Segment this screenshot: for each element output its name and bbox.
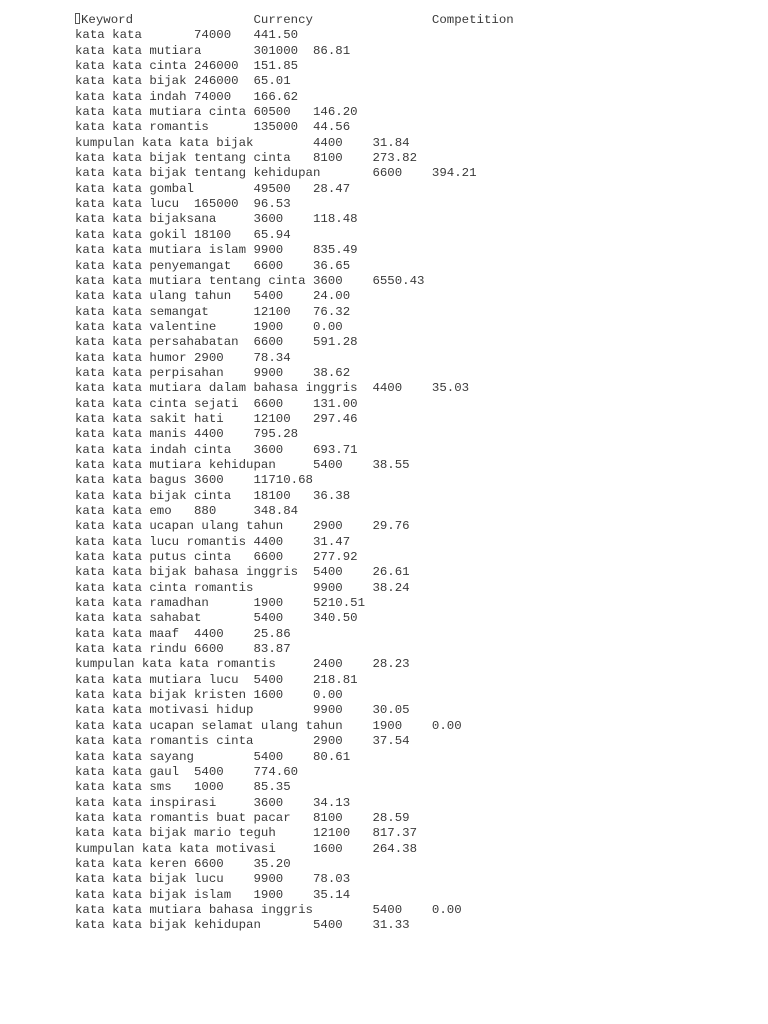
document-line: kata kata mutiara islam 9900 835.49: [75, 243, 358, 258]
document-line: kata kata putus cinta 6600 277.92: [75, 550, 358, 565]
document-line: kata kata ramadhan 1900 5210.51: [75, 596, 366, 611]
document-line: kata kata cinta romantis 9900 38.24: [75, 580, 410, 595]
document-line: kata kata gaul 5400 774.60: [75, 764, 299, 779]
document-line: kata kata romantis 135000 44.56: [75, 120, 351, 135]
document-line: kata kata bijak kristen 1600 0.00: [75, 688, 343, 703]
header-line: [75, 13, 514, 28]
document-line: kata kata bijak tentang kehidupan 6600 394.21: [75, 166, 477, 181]
document-line: kata kata motivasi hidup 9900 30.05: [75, 703, 410, 718]
document-line: kata kata bagus 3600 11710.68: [75, 473, 313, 488]
document-line: kata kata indah 74000 166.62: [75, 89, 299, 104]
header-text: Keyword Currency Competition: [81, 13, 514, 27]
document-line: kata kata lucu romantis 4400 31.47: [75, 534, 351, 549]
document-line: kata kata romantis cinta 2900 37.54: [75, 734, 410, 749]
document-line: kata kata sahabat 5400 340.50: [75, 611, 358, 626]
document-line: kata kata manis 4400 795.28: [75, 427, 299, 442]
document-line: kumpulan kata kata romantis 2400 28.23: [75, 657, 410, 672]
document-line: kata kata ucapan selamat ulang tahun 1900 0.00: [75, 718, 462, 733]
document-line: kata kata bijak tentang cinta 8100 273.82: [75, 151, 418, 166]
document-line: kata kata ucapan ulang tahun 2900 29.76: [75, 519, 410, 534]
document-line: kata kata valentine 1900 0.00: [75, 319, 343, 334]
document-line: kata kata mutiara dalam bahasa inggris 4400 35.03: [75, 381, 470, 396]
document-line: kata kata perpisahan 9900 38.62: [75, 365, 351, 380]
document-line: kata kata humor 2900 78.34: [75, 350, 291, 365]
document-line: kata kata cinta sejati 6600 131.00: [75, 396, 358, 411]
document-line: kata kata ulang tahun 5400 24.00: [75, 289, 351, 304]
encoding-marker-glyph: [75, 13, 80, 24]
document-line: kata kata indah cinta 3600 693.71: [75, 442, 358, 457]
document-line: kata kata bijak kehidupan 5400 31.33: [75, 918, 410, 933]
document-line: kata kata bijak mario teguh 12100 817.37: [75, 826, 418, 841]
document-line: kata kata lucu 165000 96.53: [75, 197, 291, 212]
document-line: kata kata bijak cinta 18100 36.38: [75, 488, 351, 503]
document-line: kumpulan kata kata motivasi 1600 264.38: [75, 841, 418, 856]
document-line: kata kata keren 6600 35.20: [75, 856, 291, 871]
document-line: kata kata rindu 6600 83.87: [75, 642, 291, 657]
document-line: kata kata bijak lucu 9900 78.03: [75, 872, 351, 887]
document-line: kata kata mutiara cinta 60500 146.20: [75, 105, 358, 120]
document-line: kata kata 74000 441.50: [75, 28, 299, 43]
document-line: kata kata romantis buat pacar 8100 28.59: [75, 810, 410, 825]
document-line: kata kata bijaksana 3600 118.48: [75, 212, 358, 227]
document-line: kata kata sms 1000 85.35: [75, 780, 291, 795]
document-line: kata kata maaf 4400 25.86: [75, 626, 291, 641]
document-line: kata kata sayang 5400 80.61: [75, 749, 351, 764]
document-line: kata kata mutiara bahasa inggris 5400 0.00: [75, 902, 462, 917]
document-line: kata kata bijak islam 1900 35.14: [75, 887, 351, 902]
document-line: kata kata mutiara lucu 5400 218.81: [75, 672, 358, 687]
document-body: [75, 13, 514, 934]
document-line: kata kata mutiara tentang cinta 3600 6550.43: [75, 273, 425, 288]
document-line: kata kata persahabatan 6600 591.28: [75, 335, 358, 350]
document-line: kumpulan kata kata bijak 4400 31.84: [75, 135, 410, 150]
document-line: kata kata mutiara 301000 86.81: [75, 43, 351, 58]
document-line: kata kata gokil 18100 65.94: [75, 227, 291, 242]
document-line: kata kata inspirasi 3600 34.13: [75, 795, 351, 810]
document-line: kata kata bijak 246000 65.01: [75, 74, 291, 89]
document-line: kata kata semangat 12100 76.32: [75, 304, 351, 319]
document-line: kata kata mutiara kehidupan 5400 38.55: [75, 457, 410, 472]
document-line: kata kata penyemangat 6600 36.65: [75, 258, 351, 273]
document-line: kata kata emo 880 348.84: [75, 504, 299, 518]
document-line: kata kata cinta 246000 151.85: [75, 59, 299, 74]
document-line: kata kata sakit hati 12100 297.46: [75, 411, 358, 426]
document-line: kata kata gombal 49500 28.47: [75, 181, 351, 196]
document-line: kata kata bijak bahasa inggris 5400 26.61: [75, 565, 410, 580]
